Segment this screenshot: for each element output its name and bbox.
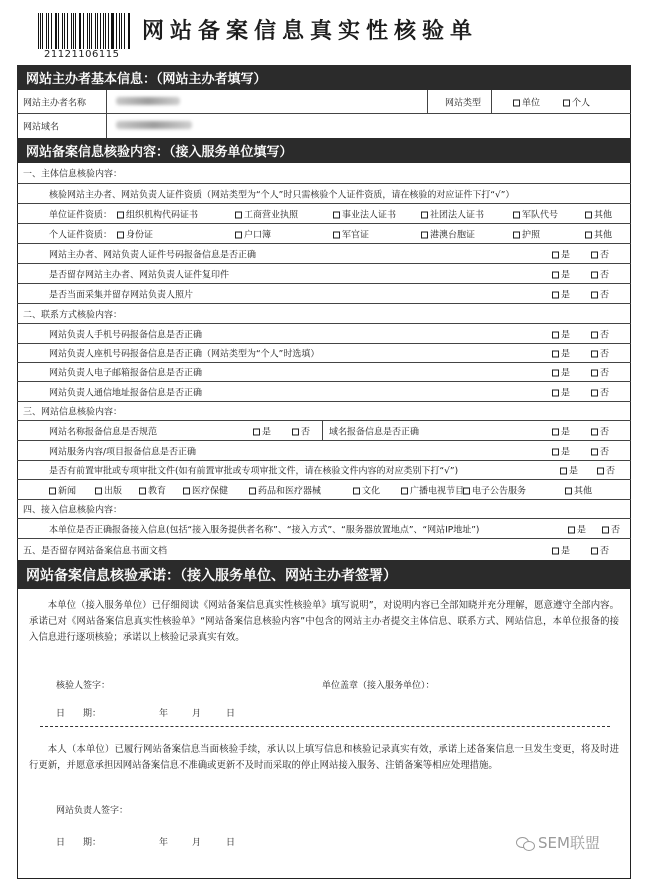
part2-q3-yes-option[interactable]: 是 (552, 366, 570, 379)
checkbox[interactable] (552, 370, 559, 377)
preapproval-category-option[interactable]: 新闻 (49, 483, 76, 496)
preapproval-category-option[interactable]: 广播电视节目 (401, 483, 464, 496)
checkbox[interactable] (552, 448, 559, 455)
part2-title-row (17, 304, 631, 324)
checkbox[interactable] (591, 448, 598, 455)
barcode-bar (97, 13, 98, 49)
checkbox[interactable] (591, 271, 598, 278)
personal-cert-option[interactable]: 身份证 (117, 227, 153, 240)
domain-no-option[interactable]: 否 (591, 424, 609, 437)
divider (491, 90, 492, 114)
part1-question: 网站主办者、网站负责人证件号码报备信息是否正确 (49, 250, 257, 260)
part1-instruction-row (17, 184, 631, 204)
part4-title-row (17, 500, 631, 519)
checkbox[interactable] (235, 211, 242, 218)
preapproval-question: 是否有前置审批或专项审批文件(如有前置审批或专项审批文件，请在核验文件内容的对应类别下打“√”) (49, 466, 459, 477)
checkbox[interactable] (401, 487, 408, 494)
domain-label: 网站域名 (23, 122, 60, 133)
checkbox[interactable] (602, 526, 609, 533)
checkbox[interactable] (552, 251, 559, 258)
barcode-bar (58, 13, 59, 49)
date-day: 日 (226, 709, 236, 719)
commitment-paragraph-1: 本单位（接入服务单位）已仔细阅读《网站备案信息真实性核验单》填写说明”，对说明内容已全部知晓并充分理解，愿意遵守全部内容。承诺已对《网站备案信息真实性核验单》“网站备案信息核验内容”中包含的网站主办者提交主体信息、联系方式、网站信息，本单位报备的接入信息进行逐项核验；承诺以上核验记录真实有效。 (29, 600, 619, 643)
date-year-2: 年 (159, 838, 169, 848)
checkbox[interactable] (585, 211, 592, 218)
dashed-divider (40, 726, 610, 727)
barcode-bar (95, 13, 96, 49)
personal-cert-option[interactable]: 港澳台胞证 (421, 227, 475, 240)
unit-cert-row (17, 204, 631, 224)
checkbox[interactable] (597, 468, 604, 475)
part2-question-row (17, 324, 631, 344)
checkbox[interactable] (552, 547, 559, 554)
checkbox[interactable] (353, 487, 360, 494)
part1-question-row (17, 264, 631, 284)
preapproval-category-option[interactable]: 其他 (565, 483, 592, 496)
part1-q3-no-option[interactable]: 否 (591, 287, 609, 300)
checkbox[interactable] (421, 231, 428, 238)
redacted-domain (116, 121, 192, 129)
checkbox[interactable] (463, 487, 470, 494)
unit-cert-option[interactable]: 其他 (585, 207, 612, 220)
barcode-bar (119, 13, 120, 49)
part4-title: 四、接入信息核验内容： (23, 505, 123, 516)
preapproval-categories-row (17, 480, 631, 500)
domain-question: 域名报备信息是否正确 (329, 427, 420, 437)
date-month: 月 (192, 709, 202, 719)
section-sponsor-info-header: 网站主办者基本信息：（网站主办者填写） (17, 65, 631, 90)
preapproval-category-option[interactable]: 文化 (353, 483, 380, 496)
checkbox[interactable] (552, 291, 559, 298)
part1-title-row (17, 163, 631, 184)
unit-cert-option[interactable]: 事业法人证书 (333, 207, 396, 220)
barcode (38, 13, 132, 49)
checkbox[interactable] (591, 331, 598, 338)
access-no-option[interactable]: 否 (602, 522, 620, 535)
part1-q1-yes-option[interactable]: 是 (552, 247, 570, 260)
barcode-bar (129, 13, 130, 49)
personal-cert-option[interactable]: 军官证 (333, 227, 369, 240)
date-year: 年 (159, 709, 169, 719)
personal-cert-label: 个人证件资质： (49, 230, 113, 240)
service-content-row (17, 441, 631, 461)
site-type-personal-option[interactable]: 个人 (563, 95, 590, 108)
checkbox[interactable] (591, 547, 598, 554)
part5-title: 五、是否留存网站备案信息书面文档 (23, 546, 168, 556)
part2-q2-no-option[interactable]: 否 (591, 347, 609, 360)
part2-question-row (17, 344, 631, 363)
barcode-bar (121, 13, 122, 49)
preapproval-category-option[interactable]: 药品和医疗器械 (249, 483, 321, 496)
part3-title: 三、网站信息核验内容： (23, 407, 123, 418)
personal-cert-option[interactable]: 护照 (513, 227, 540, 240)
divider (427, 90, 428, 114)
part2-q4-yes-option[interactable]: 是 (552, 385, 570, 398)
barcode-bar (112, 13, 113, 49)
personal-cert-row (17, 224, 631, 244)
part2-q4-no-option[interactable]: 否 (591, 385, 609, 398)
unit-cert-option[interactable]: 社团法人证书 (421, 207, 484, 220)
date-label-2: 日 期： (56, 838, 102, 848)
part2-q2-yes-option[interactable]: 是 (552, 347, 570, 360)
part5-yes-option[interactable]: 是 (552, 543, 570, 556)
checkbox[interactable] (333, 211, 340, 218)
part1-instruction: 核验网站主办者、网站负责人证件资质（网站类型为“个人”时只需核验个人证件资质，请在核验的对应证件下打“√”） (49, 190, 515, 200)
checkbox[interactable] (235, 231, 242, 238)
access-info-row (17, 519, 631, 539)
part2-question-row (17, 382, 631, 402)
domain-row (17, 114, 631, 138)
preapproval-category-option[interactable]: 电子公告服务 (463, 483, 526, 496)
part2-question-row (17, 363, 631, 382)
checkbox[interactable] (253, 428, 260, 435)
checkbox[interactable] (565, 487, 572, 494)
barcode-bar (83, 13, 84, 49)
barcode-bar (46, 13, 47, 49)
part2-title: 二、联系方式核验内容： (23, 310, 123, 320)
checkbox[interactable] (333, 231, 340, 238)
access-question: 本单位是否正确报备接入信息(包括“接入服务提供者名称”、“接入方式”、“服务器放置地点”、“网站IP地址”) (49, 525, 480, 535)
part5-row (17, 539, 631, 560)
preapproval-yes-option[interactable]: 是 (560, 464, 578, 477)
part2-question: 网站负责人电子邮箱报备信息是否正确 (49, 368, 203, 379)
divider (322, 421, 323, 441)
part2-q1-no-option[interactable]: 否 (591, 327, 609, 340)
part1-question: 是否当面采集并留存网站负责人照片 (49, 290, 194, 300)
checkbox[interactable] (568, 526, 575, 533)
part1-q1-no-option[interactable]: 否 (591, 247, 609, 260)
preapproval-category-option[interactable]: 教育 (139, 483, 166, 496)
redacted-sponsor-name (116, 97, 180, 105)
part3-title-row (17, 402, 631, 421)
checkbox[interactable] (139, 487, 146, 494)
checkbox[interactable] (560, 468, 567, 475)
checkbox[interactable] (591, 428, 598, 435)
part2-question: 网站负责人通信地址报备信息是否正确 (49, 388, 203, 398)
checkbox[interactable] (513, 231, 520, 238)
checkbox[interactable] (591, 389, 598, 396)
unit-cert-label: 单位证件资质： (49, 210, 113, 220)
watermark (516, 832, 600, 853)
checkbox[interactable] (585, 231, 592, 238)
checkbox[interactable] (117, 211, 124, 218)
site-type-unit-option[interactable]: 单位 (513, 95, 540, 108)
unit-cert-option[interactable]: 组织机构代码证书 (117, 207, 198, 220)
owner-sign-label: 网站负责人签字： (56, 806, 129, 816)
part1-question: 是否留存网站主办者、网站负责人证件复印件 (49, 270, 230, 280)
checkbox[interactable] (95, 487, 102, 494)
part2-question: 网站负责人座机号码报备信息是否正确（网站类型为“个人”时选填） (49, 349, 320, 360)
watermark-text: SEM联盟 (538, 834, 600, 852)
barcode-number: 21121106115 (44, 49, 120, 60)
wechat-icon (516, 836, 534, 850)
checkbox[interactable] (591, 370, 598, 377)
barcode-bar (105, 13, 106, 49)
checkbox[interactable] (49, 487, 56, 494)
personal-cert-option[interactable]: 户口簿 (235, 227, 271, 240)
part1-title: 一、主体信息核验内容： (23, 169, 123, 180)
checkbox[interactable] (563, 99, 570, 106)
domain-yes-option[interactable]: 是 (552, 424, 570, 437)
preapproval-category-option[interactable]: 出版 (95, 483, 122, 496)
service-content-yes-option[interactable]: 是 (552, 444, 570, 457)
date-label: 日 期： (56, 709, 102, 719)
checkbox[interactable] (552, 389, 559, 396)
part1-question-row (17, 244, 631, 264)
section-commitment-header: 网站备案信息核验承诺：（接入服务单位、网站主办者签署） (17, 560, 631, 589)
service-content-no-option[interactable]: 否 (591, 444, 609, 457)
checkbox[interactable] (183, 487, 190, 494)
site-name-no-option[interactable]: 否 (292, 424, 310, 437)
checkbox[interactable] (591, 351, 598, 358)
sponsor-name-label: 网站主办者名称 (23, 98, 87, 108)
site-name-domain-row (17, 421, 631, 441)
sponsor-name-row (17, 90, 631, 114)
personal-cert-option[interactable]: 其他 (585, 227, 612, 240)
part2-question: 网站负责人手机号码报备信息是否正确 (49, 330, 203, 340)
checkbox[interactable] (552, 351, 559, 358)
unit-cert-option[interactable]: 工商营业执照 (235, 207, 298, 220)
date-day-2: 日 (226, 838, 236, 848)
preapproval-category-option[interactable]: 医疗保健 (183, 483, 228, 496)
site-name-question: 网站名称报备信息是否规范 (49, 427, 158, 437)
commitment-paragraph-2: 本人（本单位）已履行网站备案信息当面核验手续，承认以上填写信息和核验记录真实有效，承诺上述备案信息一旦发生变更，将及时进行更新，并愿意承担因网站备案信息不准确或更新不及时而采取的停止网站接入服务、注销备案等相应处理措施。 (29, 744, 619, 771)
part2-q1-yes-option[interactable]: 是 (552, 327, 570, 340)
checkbox[interactable] (421, 211, 428, 218)
checkbox[interactable] (552, 331, 559, 338)
part1-q3-yes-option[interactable]: 是 (552, 287, 570, 300)
barcode-bar (87, 13, 88, 49)
checkbox[interactable] (249, 487, 256, 494)
barcode-bar (38, 13, 39, 49)
checkbox[interactable] (591, 291, 598, 298)
checkbox[interactable] (591, 251, 598, 258)
unit-seal-label: 单位盖章（接入服务单位）： (322, 681, 435, 691)
part2-q3-no-option[interactable]: 否 (591, 366, 609, 379)
preapproval-row (17, 461, 631, 480)
barcode-bar (62, 13, 63, 49)
service-content-question: 网站服务内容/项目报备信息是否正确 (49, 447, 197, 457)
checkbox[interactable] (117, 231, 124, 238)
barcode-bar (67, 13, 68, 49)
checkbox[interactable] (292, 428, 299, 435)
preapproval-no-option[interactable]: 否 (597, 464, 615, 477)
document-title: 网站备案信息真实性核验单 (142, 19, 479, 44)
access-yes-option[interactable]: 是 (568, 522, 586, 535)
site-name-yes-option[interactable]: 是 (253, 424, 271, 437)
date-month-2: 月 (192, 838, 202, 848)
checkbox[interactable] (552, 428, 559, 435)
checkbox[interactable] (552, 271, 559, 278)
part1-question-row (17, 284, 631, 304)
part1-q2-no-option[interactable]: 否 (591, 267, 609, 280)
checkbox[interactable] (513, 211, 520, 218)
barcode-bar (75, 13, 76, 49)
part1-q2-yes-option[interactable]: 是 (552, 267, 570, 280)
checkbox[interactable] (513, 99, 520, 106)
barcode-bar (48, 13, 49, 49)
site-type-label: 网站类型 (445, 98, 482, 108)
verifier-sign-label: 核验人签字： (56, 681, 111, 691)
section-verification-header: 网站备案信息核验内容：（接入服务单位填写） (17, 138, 631, 163)
part5-no-option[interactable]: 否 (591, 543, 609, 556)
unit-cert-option[interactable]: 军队代号 (513, 207, 558, 220)
